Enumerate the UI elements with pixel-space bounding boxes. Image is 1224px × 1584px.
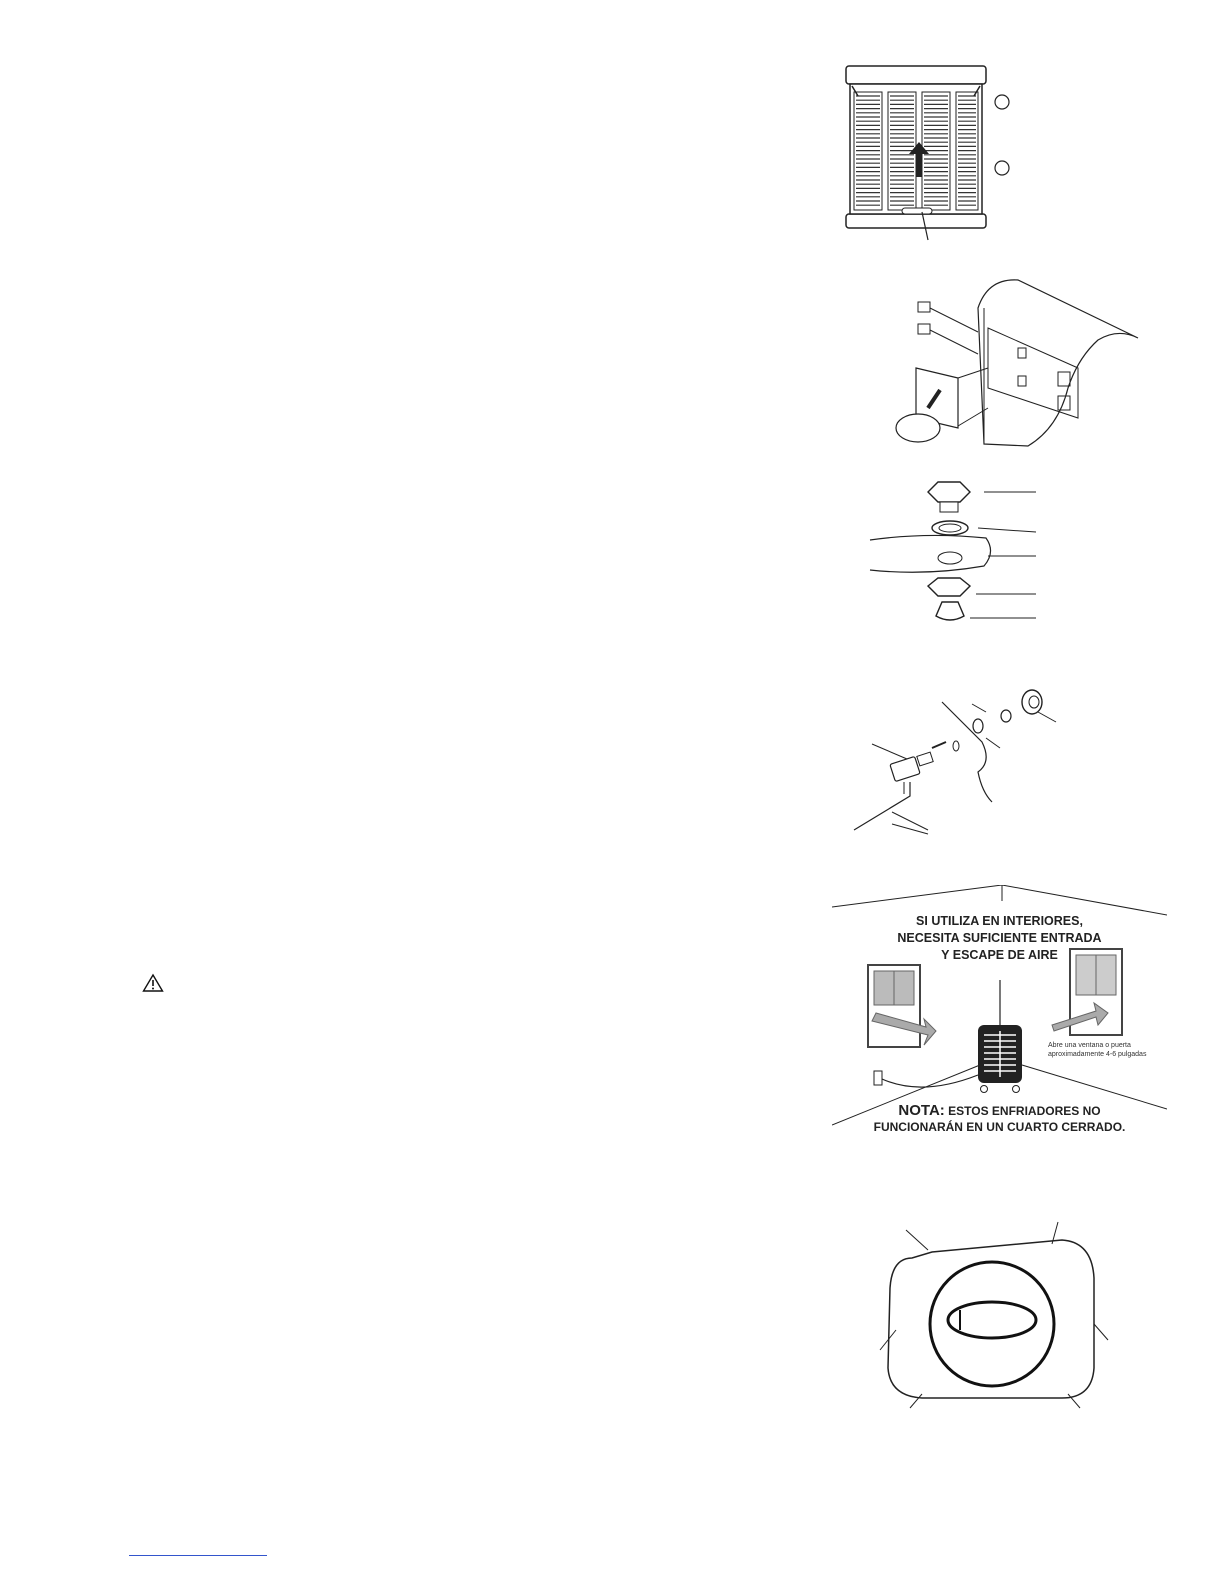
footer-link-underline[interactable] (129, 1555, 267, 1556)
filter-panel-figure (838, 62, 1038, 242)
caster-assembly-figure (888, 268, 1148, 448)
water-valve-figure (852, 682, 1062, 842)
warning-triangle-icon (142, 973, 164, 993)
ventilation-note (832, 1103, 1167, 1135)
drain-fitting-figure (866, 472, 1046, 642)
control-knob-figure (872, 1218, 1112, 1418)
ventilation-title: SI UTILIZA EN INTERIORES, NECESITA SUFICIENTE ENTRADA Y ESCAPE DE AIRE (897, 914, 1102, 962)
note-label: NOTA: (898, 1102, 945, 1119)
ventilation-figure (832, 885, 1167, 1135)
window-hint: Abre una ventana o puerta aproximadamente 4-6 pulgadas (1048, 1042, 1147, 1058)
note-text: ESTOS ENFRIADORES NO (944, 1104, 1101, 1118)
note-text-2: FUNCIONARÁN EN UN CUARTO CERRADO. (873, 1120, 1126, 1134)
